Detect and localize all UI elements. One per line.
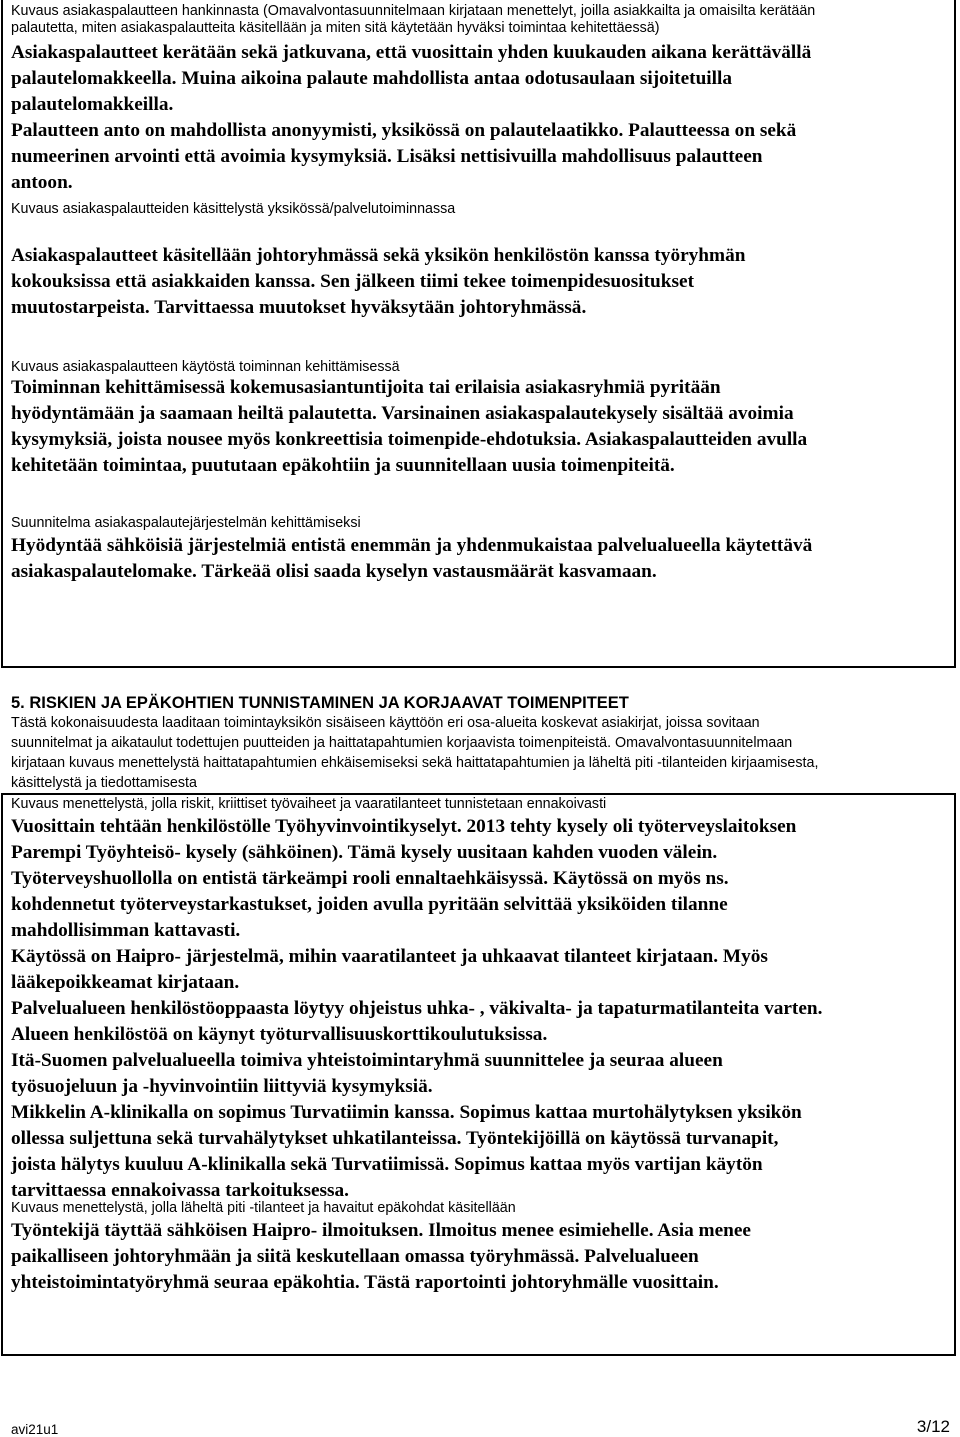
collection-label-line: palautetta, miten asiakaspalautteita käsitellään ja miten sitä käytetään hyväksi toimintaa kehitettäessä) bbox=[11, 20, 660, 36]
usage-text bbox=[11, 375, 807, 479]
intro-line: käsittelystä ja tiedottamisesta bbox=[11, 775, 197, 791]
collection-label bbox=[11, 3, 815, 37]
text-line: Hyödyntää sähköisiä järjestelmiä entistä enemmän ja yhdenmukaistaa palvelualueella käytettävä bbox=[11, 535, 813, 556]
text-line: Mikkelin A-klinikalla on sopimus Turvatiimin kanssa. Sopimus kattaa murtohälytyksen yksikön bbox=[11, 1102, 802, 1123]
text-line: numeerinen arvointi että avoimia kysymyksiä. Lisäksi nettisivuilla mahdollisuus palautteen bbox=[11, 146, 763, 167]
text-line: kysymyksiä, joista nousee myös konkreettisia toimenpide-ehdotuksia. Asiakaspalautteiden avulla bbox=[11, 429, 808, 450]
usage-label: Kuvaus asiakaspalautteen käytöstä toiminnan kehittämisessä bbox=[11, 359, 400, 375]
document-code: avi21u1 bbox=[11, 1422, 59, 1437]
collection-label-line: Kuvaus asiakaspalautteen hankinnasta (Omavalvontasuunnitelmaan kirjataan menettelyt, joilla asiakkailta ja omaisilta kerätään bbox=[11, 3, 816, 19]
plan-text bbox=[11, 533, 812, 585]
section-intro bbox=[11, 713, 818, 793]
intro-line: suunnitelmat ja aikataulut todettujen puutteiden ja haittatapahtumien korjaavista toimenpiteistä. Omavalvontasuunnitelmaan bbox=[11, 735, 793, 751]
intro-line: Tästä kokonaisuudesta laaditaan toimintayksikön sisäiseen käyttöön eri osa-alueita koskevat asiakirjat, joissa sovitaan bbox=[11, 715, 760, 731]
text-line: kehitetään toimintaa, puututaan epäkohtiin ja suunnitellaan uusia toimenpiteitä. bbox=[11, 455, 675, 476]
text-line: palautelomakkeilla. bbox=[11, 94, 174, 115]
text-line: Asiakaspalautteet kerätään sekä jatkuvana, että vuosittain yhden kuukauden aikana kerättävällä bbox=[11, 42, 812, 63]
text-line: lääkepoikkeamat kirjataan. bbox=[11, 972, 240, 993]
text-line: Asiakaspalautteet käsitellään johtoryhmässä sekä yksikön henkilöstön kanssa työryhmän bbox=[11, 245, 746, 266]
page-number: 3/12 bbox=[916, 1417, 950, 1436]
handling-label: Kuvaus asiakaspalautteiden käsittelystä yksikössä/palvelutoiminnassa bbox=[11, 201, 456, 217]
text-line: antoon. bbox=[11, 172, 73, 193]
text-line: mahdollisimman kattavasti. bbox=[11, 920, 241, 941]
text-line: Vuosittain tehtään henkilöstölle Työhyvinvointikyselyt. 2013 tehty kysely oli työterveyslaitoksen bbox=[11, 816, 797, 837]
text-line: Alueen henkilöstöä on käynyt työturvallisuuskorttikoulutuksissa. bbox=[11, 1024, 548, 1045]
handling-text bbox=[11, 243, 745, 321]
identification-label: Kuvaus menettelystä, jolla riskit, kriittiset työvaiheet ja vaaratilanteet tunnistetaan ennakoivasti bbox=[11, 796, 607, 812]
plan-label: Suunnitelma asiakaspalautejärjestelmän kehittämiseksi bbox=[11, 515, 361, 531]
near-miss-text bbox=[11, 1218, 751, 1296]
text-line: Palvelualueen henkilöstöoppaasta löytyy ohjeistus uhka- , väkivalta- ja tapaturmatilanteita varten. bbox=[11, 998, 823, 1019]
near-miss-label: Kuvaus menettelystä, jolla läheltä piti -tilanteet ja havaitut epäkohdat käsitellään bbox=[11, 1200, 516, 1216]
text-line: yhteistoimintatyöryhmä seuraa epäkohtia. Tästä raportointi johtoryhmälle vuosittain. bbox=[11, 1272, 719, 1293]
text-line: Itä-Suomen palvelualueella toimiva yhteistoimintaryhmä suunnittelee ja seuraa alueen bbox=[11, 1050, 723, 1071]
text-line: Työterveyshuollolla on entistä tärkeämpi rooli ennaltaehkäisyssä. Käytössä on myös ns. bbox=[11, 868, 729, 889]
collection-text bbox=[11, 40, 811, 196]
intro-line: kirjataan kuvaus menettelystä haittatapahtumien ehkäisemiseksi sekä haittatapahtumien ja läheltä piti -tilanteiden kirjaamisesta, bbox=[11, 755, 819, 771]
text-line: asiakaspalautelomake. Tärkeää olisi saada kyselyn vastausmäärät kasvamaan. bbox=[11, 561, 657, 582]
text-line: paikalliseen johtoryhmään ja siitä keskutellaan omassa työryhmässä. Palvelualueen bbox=[11, 1246, 699, 1267]
text-line: Käytössä on Haipro- järjestelmä, mihin vaaratilanteet ja uhkaavat tilanteet kirjataan. Myös bbox=[11, 946, 768, 967]
identification-text bbox=[11, 814, 822, 1204]
text-line: kohdennetut työterveystarkastukset, joiden avulla pyritään selvittää yksiköiden tilanne bbox=[11, 894, 728, 915]
text-line: ollessa suljettuna sekä turvahälytykset uhkatilanteissa. Työntekijöillä on käytössä turvanapit, bbox=[11, 1128, 779, 1149]
text-line: muutostarpeista. Tarvittaessa muutokset hyväksytään johtoryhmässä. bbox=[11, 297, 587, 318]
text-line: Toiminnan kehittämisessä kokemusasiantuntijoita tai erilaisia asiakasryhmiä pyritään bbox=[11, 377, 721, 398]
text-line: Palautteen anto on mahdollista anonyymisti, yksikössä on palautelaatikko. Palautteessa on sekä bbox=[11, 120, 797, 141]
text-line: Työntekijä täyttää sähköisen Haipro- ilmoituksen. Ilmoitus menee esimiehelle. Asia menee bbox=[11, 1220, 751, 1241]
section-heading: 5. RISKIEN JA EPÄKOHTIEN TUNNISTAMINEN JA KORJAAVAT TOIMENPITEET bbox=[11, 694, 629, 712]
text-line: Parempi Työyhteisö- kysely (sähköinen). Tämä kysely uusitaan kahden vuoden välein. bbox=[11, 842, 718, 863]
text-line: kokouksissa että asiakkaiden kanssa. Sen jälkeen tiimi tekee toimenpidesuositukset bbox=[11, 271, 694, 292]
text-line: työsuojeluun ja -hyvinvointiin liittyviä kysymyksiä. bbox=[11, 1076, 433, 1097]
text-line: tarvittaessa ennakoivassa tarkoituksessa. bbox=[11, 1180, 349, 1201]
text-line: hyödyntämään ja saamaan heiltä palautetta. Varsinainen asiakaspalautekysely sisältää avoimia bbox=[11, 403, 794, 424]
text-line: palautelomakkeella. Muina aikoina palaute mahdollista antaa odotusaulaan sijoitetuilla bbox=[11, 68, 733, 89]
text-line: joista hälytys kuuluu A-klinikalla sekä Turvatiimissä. Sopimus kattaa myös vartijan käytön bbox=[11, 1154, 763, 1175]
